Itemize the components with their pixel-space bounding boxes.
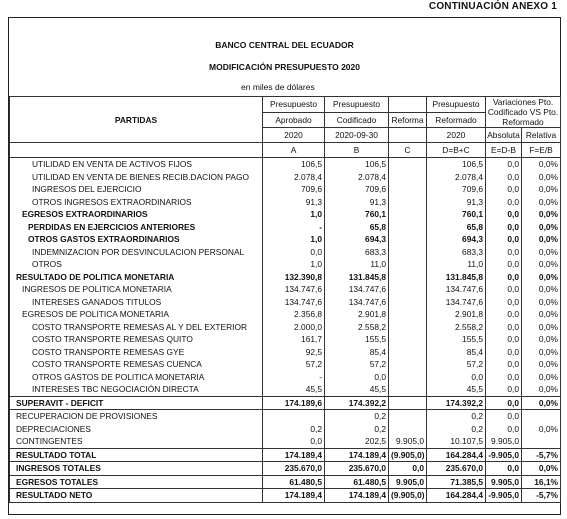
table-body (10, 158, 561, 503)
row-value-col-1: 1,0 (263, 233, 325, 246)
row-value-col-2: 61.480,5 (325, 475, 389, 489)
row-value-col-4: 174.392,2 (427, 396, 486, 410)
row-label: INGRESOS DE POLITICA MONETARIA (10, 283, 263, 296)
header-c3-r3 (389, 128, 427, 143)
table-row (10, 435, 561, 448)
row-value-col-1: 2.000,0 (263, 321, 325, 334)
row-value-col-6: 0,0% (522, 321, 561, 334)
row-value-col-2: 85,4 (325, 346, 389, 359)
row-value-col-2: 45,5 (325, 383, 389, 396)
row-value-col-3 (389, 233, 427, 246)
row-value-col-1: 92,5 (263, 346, 325, 359)
row-value-col-5: 0,0 (486, 296, 522, 309)
row-value-col-5: 0,0 (486, 333, 522, 346)
table-row (10, 321, 561, 334)
row-value-col-1: 106,5 (263, 158, 325, 171)
row-value-col-6: 0,0% (522, 308, 561, 321)
row-value-col-5: 0,0 (486, 346, 522, 359)
row-label: OTROS INGRESOS EXTRAORDINARIOS (10, 196, 263, 209)
row-value-col-3 (389, 358, 427, 371)
row-value-col-1: 235.670,0 (263, 462, 325, 476)
row-value-col-5: 0,0 (486, 246, 522, 259)
row-label: EGRESOS EXTRAORDINARIOS (10, 208, 263, 221)
row-label: PERDIDAS EN EJERCICIOS ANTERIORES (10, 221, 263, 234)
table-row (10, 423, 561, 436)
table-row (10, 196, 561, 209)
table-row (10, 358, 561, 371)
row-value-col-6: 0,0% (522, 233, 561, 246)
header-c3-r4: C (389, 143, 427, 158)
row-value-col-4: 134.747,6 (427, 283, 486, 296)
row-value-col-4: 45,5 (427, 383, 486, 396)
row-value-col-6 (522, 435, 561, 448)
row-value-col-4: 155,5 (427, 333, 486, 346)
table-row (10, 183, 561, 196)
table-row (10, 462, 561, 476)
table-row (10, 396, 561, 410)
row-value-col-5: 0,0 (486, 208, 522, 221)
annex-label: CONTINUACIÓN ANEXO 1 (428, 1, 557, 12)
row-value-col-2: 174.189,4 (325, 448, 389, 462)
row-value-col-4: 85,4 (427, 346, 486, 359)
row-value-col-5: 0,0 (486, 462, 522, 476)
row-value-col-6: 0,0% (522, 333, 561, 346)
row-value-col-6: -5,7% (522, 448, 561, 462)
row-value-col-2: 155,5 (325, 333, 389, 346)
row-value-col-4: 760,1 (427, 208, 486, 221)
row-label: OTROS (10, 258, 263, 271)
row-value-col-4: 164.284,4 (427, 448, 486, 462)
header-empty (10, 143, 263, 158)
row-value-col-3 (389, 346, 427, 359)
organization-name: BANCO CENTRAL DEL ECUADOR (215, 40, 354, 50)
row-value-col-6: 0,0% (522, 271, 561, 284)
row-label: OTROS GASTOS DE POLITICA MONETARIA (10, 371, 263, 384)
row-value-col-4: 709,6 (427, 183, 486, 196)
header-c4-r1: Presupuesto (427, 97, 486, 113)
row-label: COSTO TRANSPORTE REMESAS CUENCA (10, 358, 263, 371)
table-row (10, 246, 561, 259)
row-label: EGRESOS DE POLITICA MONETARIA (10, 308, 263, 321)
header-c1-r3: 2020 (263, 128, 325, 143)
row-value-col-3: 9.905,0 (389, 475, 427, 489)
row-value-col-6: 0,0% (522, 296, 561, 309)
row-value-col-1: - (263, 221, 325, 234)
table-row (10, 371, 561, 384)
row-value-col-3 (389, 383, 427, 396)
row-value-col-6: 0,0% (522, 462, 561, 476)
row-value-col-1: 174.189,6 (263, 396, 325, 410)
table-header (10, 97, 561, 158)
row-value-col-6: 0,0% (522, 423, 561, 436)
row-label: CONTINGENTES (10, 435, 263, 448)
row-value-col-6: 0,0% (522, 358, 561, 371)
row-value-col-4: 2.558,2 (427, 321, 486, 334)
row-value-col-3 (389, 183, 427, 196)
row-value-col-3 (389, 296, 427, 309)
row-value-col-3 (389, 423, 427, 436)
row-value-col-5: 0,0 (486, 158, 522, 171)
row-value-col-1: 161,7 (263, 333, 325, 346)
row-label: RECUPERACION DE PROVISIONES (10, 410, 263, 423)
row-value-col-3 (389, 208, 427, 221)
table-row (10, 475, 561, 489)
row-value-col-1: 709,6 (263, 183, 325, 196)
row-value-col-5: 0,0 (486, 308, 522, 321)
row-value-col-3 (389, 171, 427, 184)
row-value-col-1: 61.480,5 (263, 475, 325, 489)
row-label: INGRESOS TOTALES (10, 462, 263, 476)
row-value-col-4: 71.385,5 (427, 475, 486, 489)
budget-sheet (8, 17, 561, 515)
row-value-col-2: 0,2 (325, 410, 389, 423)
row-value-col-2: 760,1 (325, 208, 389, 221)
row-value-col-3 (389, 410, 427, 423)
row-value-col-4: 10.107,5 (427, 435, 486, 448)
row-value-col-3 (389, 333, 427, 346)
row-value-col-1: 2.356,8 (263, 308, 325, 321)
row-value-col-4: 65,8 (427, 221, 486, 234)
row-value-col-2: 2.558,2 (325, 321, 389, 334)
row-value-col-5: 0,0 (486, 258, 522, 271)
row-value-col-4: 235.670,0 (427, 462, 486, 476)
table-row (10, 171, 561, 184)
row-value-col-2: 174.189,4 (325, 489, 389, 503)
row-label: UTILIDAD EN VENTA DE ACTIVOS FIJOS (10, 158, 263, 171)
row-value-col-3: 9.905,0 (389, 435, 427, 448)
unit-note: en miles de dólares (241, 82, 315, 92)
row-value-col-4: 2.901,8 (427, 308, 486, 321)
row-label: RESULTADO TOTAL (10, 448, 263, 462)
row-value-col-2: 65,8 (325, 221, 389, 234)
row-value-col-6: 0,0% (522, 258, 561, 271)
header-c6-r4: F=E/B (522, 143, 561, 158)
row-value-col-5: 9.905,0 (486, 435, 522, 448)
row-value-col-1: 1,0 (263, 208, 325, 221)
row-value-col-1: 134.747,6 (263, 283, 325, 296)
row-value-col-2: 235.670,0 (325, 462, 389, 476)
table-row (10, 208, 561, 221)
row-value-col-2: 202,5 (325, 435, 389, 448)
header-c3-r2: Reforma (389, 112, 427, 128)
row-value-col-4: 91,3 (427, 196, 486, 209)
row-value-col-3 (389, 308, 427, 321)
row-value-col-4: 131.845,8 (427, 271, 486, 284)
row-value-col-1: 0,0 (263, 435, 325, 448)
row-value-col-5: 0,0 (486, 410, 522, 423)
row-value-col-2: 91,3 (325, 196, 389, 209)
row-value-col-2: 709,6 (325, 183, 389, 196)
row-value-col-5: 0,0 (486, 358, 522, 371)
row-value-col-2: 134.747,6 (325, 283, 389, 296)
table-row (10, 271, 561, 284)
table-row (10, 410, 561, 423)
header-c4-r4: D=B+C (427, 143, 486, 158)
row-value-col-4: 694,3 (427, 233, 486, 246)
row-label: UTILIDAD EN VENTA DE BIENES RECIB.DACION PAGO (10, 171, 263, 184)
row-value-col-5: 0,0 (486, 321, 522, 334)
row-value-col-1: 2.078,4 (263, 171, 325, 184)
row-value-col-2: 0,0 (325, 371, 389, 384)
row-value-col-3 (389, 321, 427, 334)
row-value-col-4: 683,3 (427, 246, 486, 259)
header-c4-r3: 2020 (427, 128, 486, 143)
table-row (10, 258, 561, 271)
row-value-col-4: 11,0 (427, 258, 486, 271)
row-value-col-4: 57,2 (427, 358, 486, 371)
row-label: COSTO TRANSPORTE REMESAS AL Y DEL EXTERIOR (10, 321, 263, 334)
row-value-col-6: 0,0% (522, 283, 561, 296)
row-value-col-2: 694,3 (325, 233, 389, 246)
row-value-col-5: 9.905,0 (486, 475, 522, 489)
table-row (10, 489, 561, 503)
row-label: RESULTADO NETO (10, 489, 263, 503)
row-value-col-6: 0,0% (522, 183, 561, 196)
row-label: SUPERAVIT - DEFICIT (10, 396, 263, 410)
row-value-col-5: 0,0 (486, 196, 522, 209)
row-value-col-1: 134.747,6 (263, 296, 325, 309)
row-label: COSTO TRANSPORTE REMESAS QUITO (10, 333, 263, 346)
row-value-col-3 (389, 283, 427, 296)
row-value-col-1: 0,0 (263, 246, 325, 259)
header-c1-r1: Presupuesto (263, 97, 325, 113)
row-value-col-1: 57,2 (263, 358, 325, 371)
header-c6-r3: Relativa (522, 128, 561, 143)
row-value-col-3 (389, 246, 427, 259)
row-value-col-5: 0,0 (486, 233, 522, 246)
header-c2-r4: B (325, 143, 389, 158)
table-row (10, 233, 561, 246)
row-value-col-5: 0,0 (486, 371, 522, 384)
row-value-col-6: 16,1% (522, 475, 561, 489)
row-label: COSTO TRANSPORTE REMESAS GYE (10, 346, 263, 359)
header-c5-r4: E=D-B (486, 143, 522, 158)
row-value-col-4: 0,2 (427, 423, 486, 436)
row-value-col-6: 0,0% (522, 246, 561, 259)
row-value-col-2: 131.845,8 (325, 271, 389, 284)
table-row (10, 448, 561, 462)
row-value-col-6: 0,0% (522, 208, 561, 221)
row-value-col-2: 11,0 (325, 258, 389, 271)
table-row (10, 308, 561, 321)
row-value-col-1: 45,5 (263, 383, 325, 396)
row-value-col-5: 0,0 (486, 221, 522, 234)
row-label: INTERESES TBC NEGOCIACIÓN DIRECTA (10, 383, 263, 396)
row-value-col-3: (9.905,0) (389, 448, 427, 462)
row-value-col-6: 0,0% (522, 196, 561, 209)
table-row (10, 158, 561, 171)
row-value-col-1: 0,2 (263, 423, 325, 436)
row-value-col-4: 164.284,4 (427, 489, 486, 503)
row-value-col-3 (389, 258, 427, 271)
row-value-col-5: 0,0 (486, 283, 522, 296)
row-value-col-6 (522, 410, 561, 423)
row-value-col-1: 174.189,4 (263, 448, 325, 462)
row-value-col-6: 0,0% (522, 158, 561, 171)
row-label: OTROS GASTOS EXTRAORDINARIOS (10, 233, 263, 246)
row-value-col-5: -9.905,0 (486, 489, 522, 503)
row-value-col-5: 0,0 (486, 423, 522, 436)
row-value-col-3 (389, 196, 427, 209)
row-value-col-4: 0,0 (427, 371, 486, 384)
row-value-col-1: 91,3 (263, 196, 325, 209)
row-value-col-6: 0,0% (522, 383, 561, 396)
row-value-col-5: 0,0 (486, 396, 522, 410)
row-value-col-2: 0,2 (325, 423, 389, 436)
header-c2-r1: Presupuesto (325, 97, 389, 113)
header-c2-r2: Codificado (325, 112, 389, 128)
row-value-col-3 (389, 271, 427, 284)
table-row (10, 221, 561, 234)
budget-table (9, 96, 561, 503)
row-value-col-2: 134.747,6 (325, 296, 389, 309)
table-row (10, 283, 561, 296)
row-value-col-3: (9.905,0) (389, 489, 427, 503)
document-title: MODIFICACIÓN PRESUPUESTO 2020 (209, 62, 360, 72)
row-value-col-5: 0,0 (486, 171, 522, 184)
row-value-col-6: 0,0% (522, 371, 561, 384)
row-value-col-4: 106,5 (427, 158, 486, 171)
row-label: INDEMNIZACION POR DESVINCULACION PERSONAL (10, 246, 263, 259)
row-value-col-1 (263, 410, 325, 423)
table-row (10, 383, 561, 396)
row-value-col-1: 132.390,8 (263, 271, 325, 284)
row-value-col-3: 0,0 (389, 462, 427, 476)
row-label: INTERESES GANADOS TITULOS (10, 296, 263, 309)
row-label: RESULTADO DE POLITICA MONETARIA (10, 271, 263, 284)
header-c2-r3: 2020-09-30 (325, 128, 389, 143)
row-value-col-6: 0,0% (522, 221, 561, 234)
header-partidas: PARTIDAS (10, 97, 263, 143)
table-row (10, 346, 561, 359)
header-c4-r2: Reformado (427, 112, 486, 128)
row-value-col-6: 0,0% (522, 346, 561, 359)
header-c5-r3: Absoluta (486, 128, 522, 143)
row-value-col-4: 134.747,6 (427, 296, 486, 309)
row-label: EGRESOS TOTALES (10, 475, 263, 489)
row-label: DEPRECIACIONES (10, 423, 263, 436)
row-value-col-2: 2.901,8 (325, 308, 389, 321)
row-value-col-2: 174.392,2 (325, 396, 389, 410)
row-value-col-3 (389, 221, 427, 234)
row-value-col-4: 0,2 (427, 410, 486, 423)
row-value-col-2: 2.078,4 (325, 171, 389, 184)
row-value-col-5: -9.905,0 (486, 448, 522, 462)
row-label: INGRESOS DEL EJERCICIO (10, 183, 263, 196)
table-row (10, 296, 561, 309)
header-c1-r2: Aprobado (263, 112, 325, 128)
header-c1-r4: A (263, 143, 325, 158)
row-value-col-6: -5,7% (522, 489, 561, 503)
header-c3-r1 (389, 97, 427, 113)
row-value-col-1: - (263, 371, 325, 384)
row-value-col-2: 683,3 (325, 246, 389, 259)
row-value-col-2: 57,2 (325, 358, 389, 371)
row-value-col-5: 0,0 (486, 383, 522, 396)
row-value-col-1: 174.189,4 (263, 489, 325, 503)
row-value-col-1: 1,0 (263, 258, 325, 271)
header-variaciones: Variaciones Pto. Codificado VS Pto. Reformado (486, 97, 561, 128)
row-value-col-2: 106,5 (325, 158, 389, 171)
row-value-col-3 (389, 158, 427, 171)
row-value-col-3 (389, 396, 427, 410)
table-row (10, 333, 561, 346)
row-value-col-5: 0,0 (486, 271, 522, 284)
row-value-col-4: 2.078,4 (427, 171, 486, 184)
row-value-col-6: 0,0% (522, 171, 561, 184)
row-value-col-5: 0,0 (486, 183, 522, 196)
row-value-col-6: 0,0% (522, 396, 561, 410)
row-value-col-3 (389, 371, 427, 384)
